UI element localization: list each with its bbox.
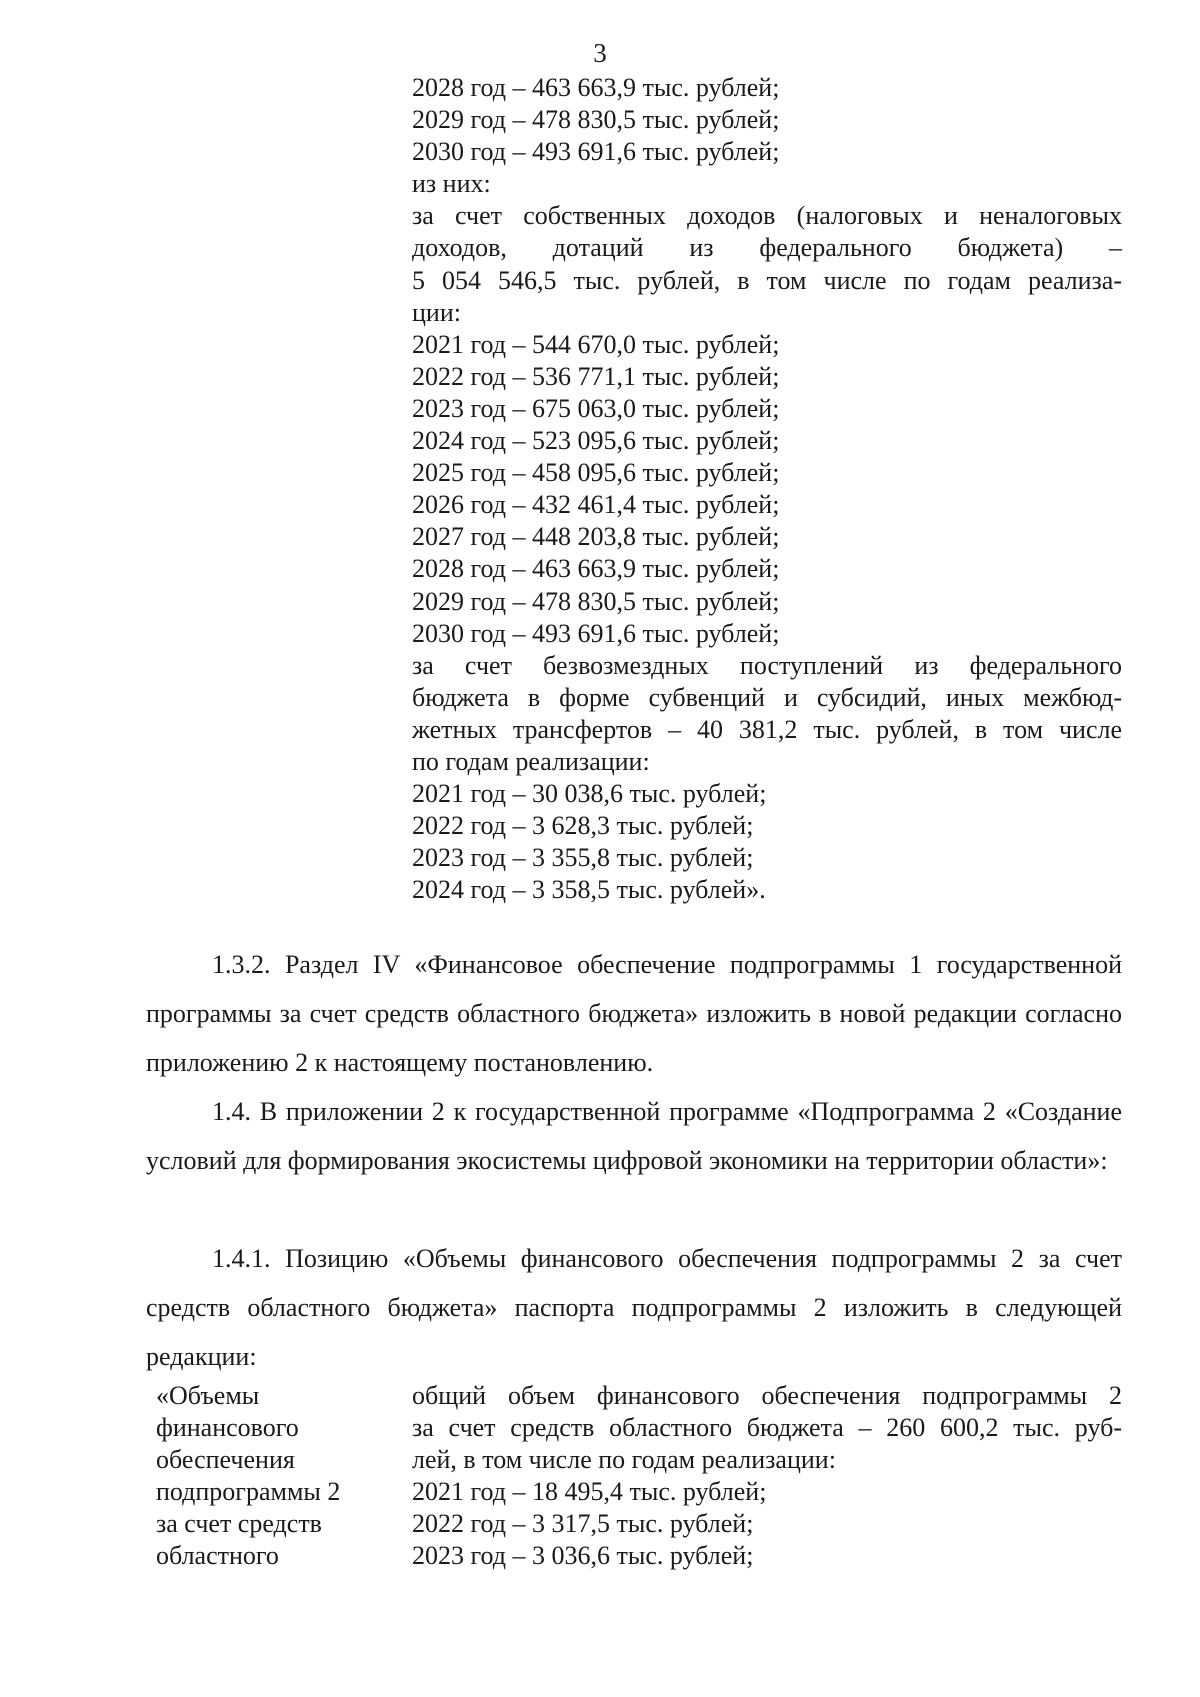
text-line: из них: bbox=[412, 169, 491, 199]
year-line: 2021 год – 30 038,6 тыс. рублей; bbox=[412, 779, 767, 809]
year-line: 2029 год – 478 830,5 тыс. рублей; bbox=[412, 586, 780, 616]
value-line: за счет средств областного бюджета – 260 600,2 тыс. руб- bbox=[412, 1413, 1122, 1443]
text-line: 2028 год – 463 663,9 тыс. рублей; bbox=[412, 73, 780, 102]
label-line: подпрограммы 2 bbox=[156, 1477, 341, 1507]
year-line: 2022 год – 3 628,3 тыс. рублей; bbox=[412, 811, 754, 841]
label-line: обеспечения bbox=[156, 1445, 295, 1475]
page-number: 3 bbox=[593, 38, 607, 68]
year-line: 2023 год – 3 355,8 тыс. рублей; bbox=[412, 843, 754, 873]
label-line: областного bbox=[156, 1541, 279, 1571]
value-line: общий объем финансового обеспечения подпрограммы 2 bbox=[412, 1381, 1122, 1410]
year-line: 2021 год – 544 670,0 тыс. рублей; bbox=[412, 329, 780, 359]
year-line: 2021 год – 18 495,4 тыс. рублей; bbox=[412, 1477, 767, 1507]
text-line: 2030 год – 493 691,6 тыс. рублей; bbox=[412, 137, 780, 167]
year-line: 2030 год – 493 691,6 тыс. рублей; bbox=[412, 618, 780, 648]
year-line: 2022 год – 536 771,1 тыс. рублей; bbox=[412, 361, 780, 391]
year-line: 2026 год – 432 461,4 тыс. рублей; bbox=[412, 490, 780, 520]
value-line: лей, в том числе по годам реализации: bbox=[412, 1445, 836, 1475]
year-line: 2022 год – 3 317,5 тыс. рублей; bbox=[412, 1509, 754, 1539]
text-line: бюджета в форме субвенций и субсидий, иных межбюд- bbox=[412, 682, 1122, 712]
label-line: за счет средств bbox=[156, 1509, 322, 1539]
text-line: за счет собственных доходов (налоговых и неналоговых bbox=[412, 201, 1122, 231]
text-line: за счет безвозмездных поступлений из федерального bbox=[412, 650, 1122, 680]
passport-value-column bbox=[412, 1380, 1122, 1573]
label-line: «Объемы bbox=[156, 1381, 260, 1410]
year-line: 2023 год – 675 063,0 тыс. рублей; bbox=[412, 393, 780, 423]
year-line: 2027 год – 448 203,8 тыс. рублей; bbox=[412, 522, 780, 552]
year-line: 2028 год – 463 663,9 тыс. рублей; bbox=[412, 554, 780, 584]
paragraph-1-4: 1.4. В приложении 2 к государственной программе «Подпрограмма 2 «Создание условий для формирования экосистемы цифровой экономики на территории области»: bbox=[146, 1097, 1122, 1175]
text-line: жетных трансфертов – 40 381,2 тыс. рублей, в том числе bbox=[412, 714, 1122, 744]
paragraph-1-4-1: 1.4.1. Позицию «Объемы финансового обеспечения подпрограммы 2 за счет средств областного бюджета» паспорта подпрограммы 2 изложить в следующей редакции: bbox=[146, 1244, 1122, 1371]
funding-continuation-block bbox=[412, 72, 1122, 906]
passport-label-column bbox=[156, 1380, 396, 1573]
year-line: 2024 год – 523 095,6 тыс. рублей; bbox=[412, 426, 780, 456]
year-line: 2025 год – 458 095,6 тыс. рублей; bbox=[412, 458, 780, 488]
paragraph-1-3-2: 1.3.2. Раздел IV «Финансовое обеспечение подпрограммы 1 государственной программы за счет средств областного бюджета» изложить в новой редакции согласно приложению 2 к настоящему постановлению. bbox=[146, 950, 1122, 1077]
year-line: 2023 год – 3 036,6 тыс. рублей; bbox=[412, 1541, 754, 1571]
label-line: финансового bbox=[156, 1413, 299, 1443]
text-line: по годам реализации: bbox=[412, 746, 650, 776]
text-line: доходов, дотаций из федерального бюджета) – bbox=[412, 233, 1122, 263]
text-line: 2029 год – 478 830,5 тыс. рублей; bbox=[412, 105, 780, 135]
text-line: ции: bbox=[412, 297, 461, 327]
year-line: 2024 год – 3 358,5 тыс. рублей». bbox=[412, 875, 766, 905]
text-line: 5 054 546,5 тыс. рублей, в том числе по годам реализа- bbox=[412, 265, 1122, 295]
